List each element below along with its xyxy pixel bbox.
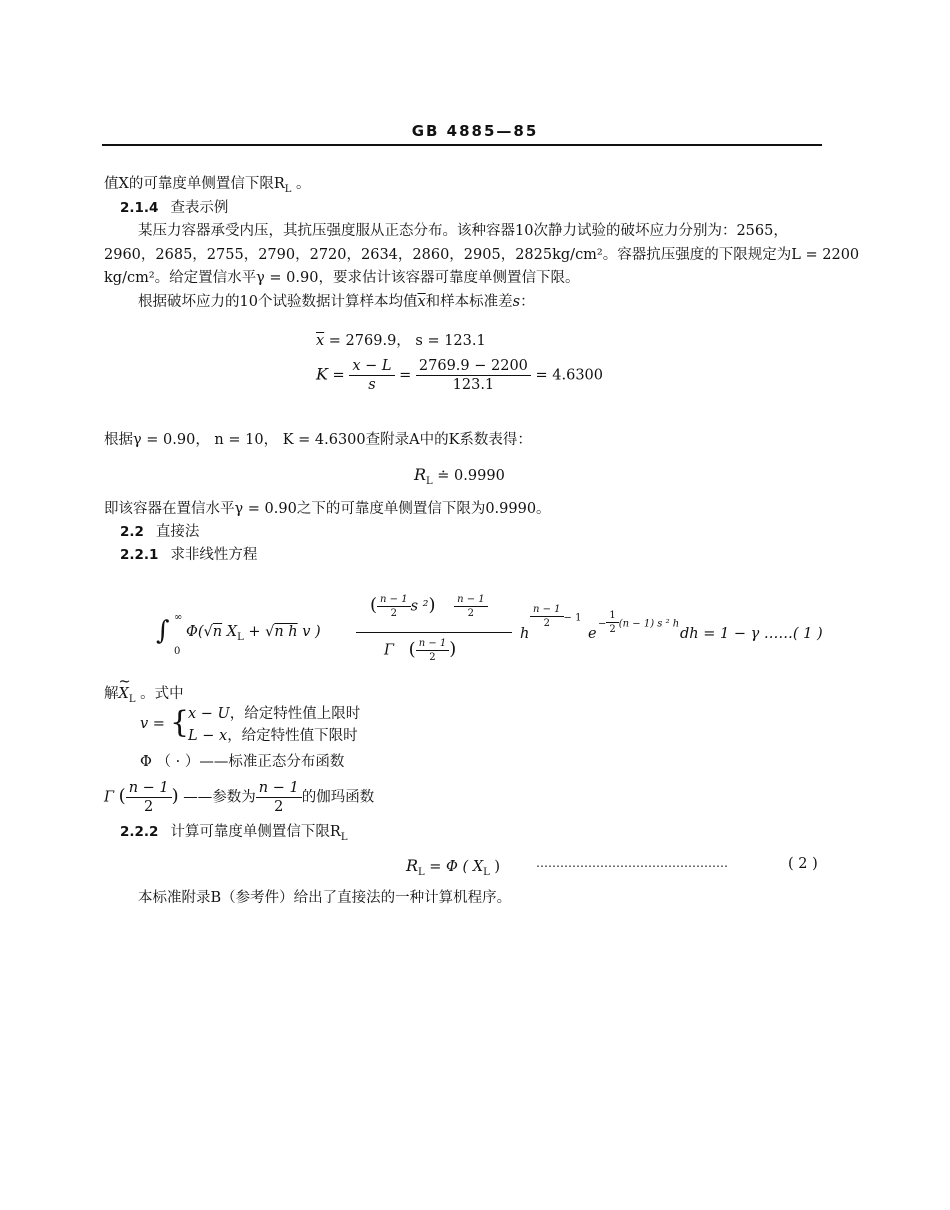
- gamma-def-b: 的伽玛函数: [301, 789, 375, 806]
- p2-text-c: ：: [520, 294, 535, 310]
- v-case1-text: ，给定特性值上限时: [229, 706, 361, 722]
- integral-lower: 0: [174, 646, 181, 657]
- p2-text-b: 和样本标准差: [425, 294, 513, 310]
- int-h-pow-den: 2: [543, 618, 550, 629]
- paragraph-1-line-3: kg/cm²。给定置信水平γ = 0.90，要求估计该容器可靠度单侧置信下限。: [104, 270, 580, 286]
- phi-definition: [140, 750, 344, 771]
- paragraph-2: [138, 290, 535, 311]
- int-num-frac: [377, 594, 411, 619]
- int-e-pow-rest: (n − 1) s ² h: [618, 618, 680, 630]
- section-title: 计算可靠度单侧置信下限R: [170, 824, 341, 840]
- equation-2-tag: [788, 856, 818, 872]
- eqk-eq2: =: [394, 367, 416, 384]
- eqr-rest: ≐ 0.9990: [432, 468, 505, 484]
- int-h-pow-num: n − 1: [530, 604, 564, 617]
- int-e-pow-frac: [606, 610, 618, 635]
- eq2-r: R: [406, 856, 419, 875]
- eqr-r: R: [414, 465, 427, 484]
- gamma-def-a: ——参数为: [178, 789, 256, 806]
- equation-rl: [414, 465, 505, 487]
- integral-sign: ∫: [156, 616, 170, 646]
- int-num-s2: s ²: [410, 598, 429, 615]
- int-e-pow-num: 1: [606, 610, 618, 623]
- solve-x: ~ X: [118, 674, 131, 702]
- equation-2: [406, 856, 500, 878]
- eq2-dots: …………………………………………: [536, 856, 728, 870]
- v-case-2: [188, 724, 358, 745]
- eqk-result: = 4.6300: [530, 367, 604, 384]
- eq2-close: ): [489, 859, 501, 875]
- gamma-def-frac-2: [256, 780, 302, 815]
- int-xsub: L: [237, 631, 244, 643]
- phi-def-text: Φ （ · ）——标准正态分布函数: [140, 754, 345, 770]
- header-rule: [102, 144, 822, 146]
- gamma-def-fnum: n − 1: [126, 780, 172, 798]
- eqk-den1: s: [368, 377, 376, 393]
- section-2-2-2: [120, 820, 348, 843]
- equation-k: [316, 358, 603, 393]
- paragraph-4: 即该容器在置信水平γ = 0.90之下的可靠度单侧置信下限为0.9990。: [104, 501, 551, 517]
- int-h-power: [530, 604, 581, 629]
- integral-numerator: ( $\frac{n - 1}{2}$ s ²) $\frac{n - 1}{2}$: [370, 594, 488, 619]
- gamma-definition: Γ ( $\frac{n - 1}{2}$ ) ——参数为 $\frac{n - 1}{2}$ 的伽玛函数: [104, 780, 375, 815]
- eqk-num2: 2769.9 − 2200: [416, 358, 531, 376]
- cont-text: 值X的可靠度单侧置信下限R: [104, 176, 285, 192]
- integral-argument: [186, 624, 321, 643]
- eq2-tag: ( 2 ): [788, 856, 818, 872]
- int-x: X: [222, 624, 238, 640]
- paragraph-3: 根据γ = 0.90， n = 10， K = 4.6300查附录A中的K系数表得：: [104, 432, 532, 448]
- paragraph-1-line-2: 2960，2685，2755，2790，2720，2634，2860，2905，2825kg/cm²。容器抗压强度的下限规定为L = 2200: [104, 247, 860, 263]
- solve-a: 解: [104, 686, 119, 702]
- section-number: 2.1.4: [120, 200, 159, 216]
- section-2-2: [120, 520, 199, 541]
- int-num-frac-den: 2: [390, 608, 397, 619]
- eqk-k: K: [316, 364, 328, 384]
- gamma-def-g: Γ: [104, 789, 115, 806]
- gamma-def-frac-1: [126, 780, 172, 815]
- int-den-frac-num: n − 1: [416, 638, 450, 651]
- eqk-frac-1: [349, 358, 394, 393]
- int-tail-text: dh = 1 − γ ……( 1 ): [680, 626, 823, 642]
- int-h: h: [520, 626, 530, 642]
- section-number: 2.2.1: [120, 547, 159, 563]
- continuation-line: [104, 172, 311, 195]
- int-e-power: [598, 610, 679, 635]
- equation-2-leader: [536, 856, 728, 870]
- section-number: 2.2: [120, 524, 144, 540]
- solve-b: 。式中: [135, 686, 184, 702]
- paragraph-last: 本标准附录B（参考件）给出了直接法的一种计算机程序。: [138, 890, 512, 906]
- eq2-rsub: L: [418, 866, 425, 878]
- p2-xbar: $\overline{x}$: [417, 294, 426, 310]
- eq2-mid: = Φ ( X: [424, 859, 484, 875]
- int-num-pow-num: n − 1: [454, 594, 488, 607]
- int-num-frac-num: n − 1: [377, 594, 411, 607]
- int-den-frac: [416, 638, 450, 663]
- eqk-num1: x − L: [349, 358, 394, 376]
- equation-integral: [156, 588, 828, 678]
- int-e-pow-minus: −: [598, 618, 607, 630]
- integral-denominator: Γ ( $\frac{n - 1}{2}$ ): [384, 638, 457, 663]
- section-2-1-4: [120, 196, 228, 217]
- v-label: v =: [140, 716, 165, 732]
- integral-fraction-bar: [356, 632, 512, 633]
- int-den-frac-den: 2: [429, 652, 436, 663]
- v-case1-expr: x − U: [188, 706, 230, 722]
- int-nh: n h: [274, 624, 298, 640]
- v-case2-text: ，给定特性值下限时: [227, 728, 358, 744]
- int-v: v ): [297, 624, 321, 640]
- eq1-rest: = 2769.9， s = 123.1: [324, 333, 486, 349]
- int-e-pow-den: 2: [609, 624, 616, 635]
- gamma-def-fden: 2: [144, 799, 154, 815]
- int-h-pow-frac: [530, 604, 564, 629]
- gamma-def-fnum2: n − 1: [256, 780, 302, 798]
- eqk-frac-2: [416, 358, 531, 393]
- integral-upper: ∞: [174, 612, 183, 623]
- section-title-sub: L: [340, 831, 348, 843]
- solve-xsub: L: [128, 693, 136, 705]
- page-header: GB 4885—85: [411, 122, 539, 140]
- int-tail: [680, 626, 823, 642]
- int-phi: Φ(√: [186, 624, 213, 640]
- v-brace: {: [170, 705, 190, 740]
- eq1-xbar: $\overline{x}$: [316, 333, 325, 349]
- int-num-pow-den: 2: [467, 608, 475, 619]
- v-case2-expr: L − x: [188, 728, 228, 744]
- gamma-def-fden2: 2: [274, 799, 284, 815]
- section-title: 求非线性方程: [170, 547, 258, 563]
- section-title: 查表示例: [170, 200, 229, 216]
- p2-s: s: [512, 294, 521, 310]
- int-h-pow-minus: − 1: [563, 612, 582, 624]
- int-e: e: [588, 626, 597, 642]
- paragraph-1-line-1: 某压力容器承受内压，其抗压强度服从正态分布。该种容器10次静力试验的破坏应力分别为：2565，: [138, 223, 788, 239]
- int-num-pow: [454, 594, 488, 619]
- cont-sub: L: [284, 183, 292, 195]
- eqk-eq1: =: [327, 367, 350, 384]
- eq2-xsub: L: [483, 866, 490, 878]
- p2-text-a: 根据破坏应力的10个试验数据计算样本均值: [138, 294, 418, 310]
- int-n: n: [212, 624, 223, 640]
- eqr-sub: L: [426, 475, 433, 487]
- cont-end: 。: [291, 176, 311, 192]
- section-number: 2.2.2: [120, 824, 159, 840]
- section-title: 直接法: [155, 524, 200, 540]
- v-definition: [140, 702, 420, 748]
- int-den-gamma: Γ: [384, 642, 395, 659]
- int-plus: + √: [243, 624, 275, 640]
- v-case-1: [188, 702, 360, 723]
- equation-mean-sd: [316, 329, 486, 350]
- eqk-den2: 123.1: [452, 377, 495, 393]
- section-2-2-1: [120, 543, 257, 564]
